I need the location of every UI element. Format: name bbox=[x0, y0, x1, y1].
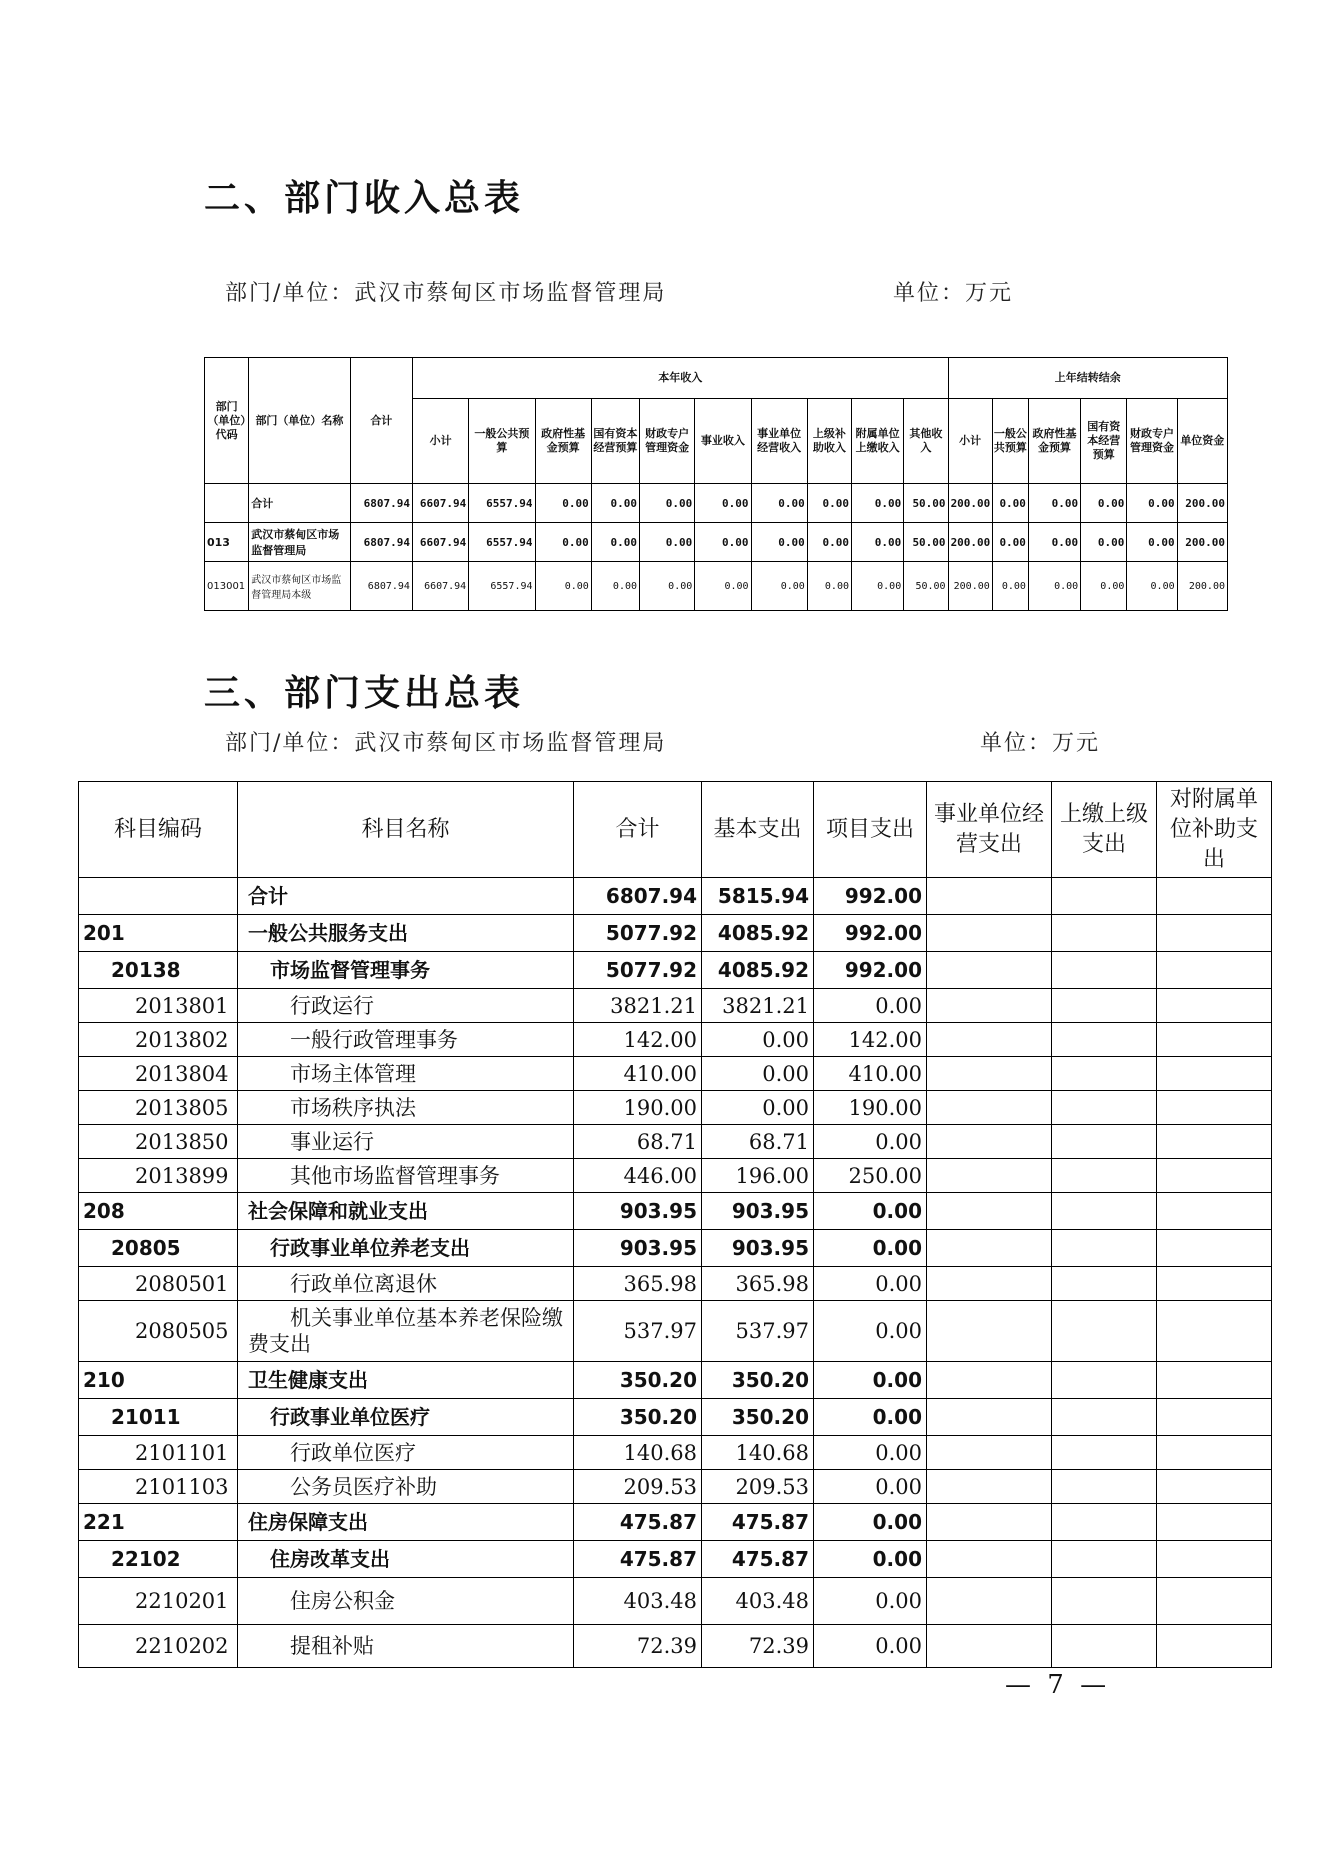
income-code: 013 bbox=[205, 523, 249, 562]
expenditure-name: 提租补贴 bbox=[238, 1625, 574, 1668]
expenditure-row bbox=[79, 1091, 1272, 1125]
income-value: 0.00 bbox=[535, 484, 591, 523]
expenditure-empty bbox=[1157, 1436, 1272, 1470]
income-value: 0.00 bbox=[535, 523, 591, 562]
expenditure-name: 其他市场监督管理事务 bbox=[238, 1159, 574, 1193]
expenditure-total: 3821.21 bbox=[574, 989, 702, 1023]
expenditure-code: 20138 bbox=[79, 952, 238, 989]
expenditure-name: 卫生健康支出 bbox=[238, 1362, 574, 1399]
expenditure-name: 市场监督管理事务 bbox=[238, 952, 574, 989]
income-value: 0.00 bbox=[751, 484, 807, 523]
income-value: 6557.94 bbox=[469, 562, 535, 611]
income-value: 0.00 bbox=[1081, 484, 1127, 523]
income-row bbox=[205, 484, 1228, 523]
expenditure-name: 住房改革支出 bbox=[238, 1541, 574, 1578]
expenditure-total: 68.71 bbox=[574, 1125, 702, 1159]
expenditure-code: 210 bbox=[79, 1362, 238, 1399]
expenditure-empty bbox=[1052, 1023, 1157, 1057]
expenditure-total: 475.87 bbox=[574, 1541, 702, 1578]
expenditure-row bbox=[79, 1362, 1272, 1399]
expenditure-code: 2013850 bbox=[79, 1125, 238, 1159]
income-col-header: 事业收入 bbox=[695, 399, 751, 484]
expenditure-basic: 350.20 bbox=[702, 1399, 814, 1436]
expenditure-name: 一般行政管理事务 bbox=[238, 1023, 574, 1057]
income-value: 0.00 bbox=[591, 523, 639, 562]
expenditure-col-header: 科目编码 bbox=[79, 782, 238, 878]
income-header-this-year: 本年收入 bbox=[412, 358, 948, 399]
income-value: 0.00 bbox=[695, 484, 751, 523]
expenditure-basic: 4085.92 bbox=[702, 952, 814, 989]
income-name: 合计 bbox=[249, 484, 350, 523]
expenditure-name: 事业运行 bbox=[238, 1125, 574, 1159]
income-col-header: 一般公共预算 bbox=[992, 399, 1028, 484]
income-value: 0.00 bbox=[695, 562, 751, 611]
expenditure-basic: 903.95 bbox=[702, 1193, 814, 1230]
expenditure-empty bbox=[927, 1057, 1052, 1091]
expenditure-empty bbox=[1157, 952, 1272, 989]
expenditure-row bbox=[79, 1541, 1272, 1578]
expenditure-code: 2101101 bbox=[79, 1436, 238, 1470]
expenditure-empty bbox=[1157, 1399, 1272, 1436]
expenditure-col-header: 合计 bbox=[574, 782, 702, 878]
expenditure-project: 992.00 bbox=[814, 878, 927, 915]
expenditure-basic: 537.97 bbox=[702, 1301, 814, 1362]
income-value: 0.00 bbox=[992, 484, 1028, 523]
income-value: 0.00 bbox=[992, 523, 1028, 562]
income-header-total: 合计 bbox=[350, 358, 412, 484]
expenditure-code: 2013805 bbox=[79, 1091, 238, 1125]
expenditure-basic: 3821.21 bbox=[702, 989, 814, 1023]
expenditure-empty bbox=[1157, 1362, 1272, 1399]
income-value: 0.00 bbox=[1081, 562, 1127, 611]
expenditure-empty bbox=[1052, 915, 1157, 952]
expenditure-empty bbox=[927, 1578, 1052, 1625]
income-value: 0.00 bbox=[1028, 562, 1080, 611]
expenditure-basic: 0.00 bbox=[702, 1091, 814, 1125]
income-unit-label: 单位：万元 bbox=[893, 281, 1014, 306]
expenditure-total: 209.53 bbox=[574, 1470, 702, 1504]
expenditure-code: 2013802 bbox=[79, 1023, 238, 1057]
expenditure-empty bbox=[1157, 915, 1272, 952]
expenditure-project: 190.00 bbox=[814, 1091, 927, 1125]
expenditure-basic: 475.87 bbox=[702, 1504, 814, 1541]
expenditure-code: 201 bbox=[79, 915, 238, 952]
expenditure-empty bbox=[1052, 1470, 1157, 1504]
expenditure-empty bbox=[927, 1159, 1052, 1193]
expenditure-row bbox=[79, 1436, 1272, 1470]
expenditure-project: 0.00 bbox=[814, 1470, 927, 1504]
expenditure-basic: 0.00 bbox=[702, 1023, 814, 1057]
expenditure-basic: 68.71 bbox=[702, 1125, 814, 1159]
expenditure-total: 365.98 bbox=[574, 1267, 702, 1301]
expenditure-project: 0.00 bbox=[814, 1504, 927, 1541]
income-value: 6607.94 bbox=[412, 523, 468, 562]
expenditure-row bbox=[79, 1230, 1272, 1267]
income-value: 0.00 bbox=[807, 523, 851, 562]
expenditure-basic: 475.87 bbox=[702, 1541, 814, 1578]
expenditure-total: 142.00 bbox=[574, 1023, 702, 1057]
income-value: 0.00 bbox=[591, 562, 639, 611]
expenditure-empty bbox=[1157, 1230, 1272, 1267]
expenditure-unit-label: 单位：万元 bbox=[980, 731, 1101, 756]
expenditure-code: 221 bbox=[79, 1504, 238, 1541]
income-value: 0.00 bbox=[852, 484, 904, 523]
expenditure-code bbox=[79, 878, 238, 915]
expenditure-code: 2080501 bbox=[79, 1267, 238, 1301]
expenditure-dept-label: 部门/单位：武汉市蔡甸区市场监督管理局 bbox=[225, 731, 667, 756]
expenditure-total: 903.95 bbox=[574, 1193, 702, 1230]
expenditure-name: 行政事业单位医疗 bbox=[238, 1399, 574, 1436]
expenditure-total: 350.20 bbox=[574, 1362, 702, 1399]
expenditure-col-header: 基本支出 bbox=[702, 782, 814, 878]
income-col-header: 政府性基金预算 bbox=[535, 399, 591, 484]
expenditure-empty bbox=[1052, 1301, 1157, 1362]
income-value: 50.00 bbox=[904, 562, 948, 611]
income-value: 200.00 bbox=[948, 523, 992, 562]
expenditure-empty bbox=[1052, 1091, 1157, 1125]
income-header-last-year: 上年结转结余 bbox=[948, 358, 1227, 399]
expenditure-empty bbox=[927, 1125, 1052, 1159]
income-code: 013001 bbox=[205, 562, 249, 611]
income-col-header: 国有资本经营预算 bbox=[1081, 399, 1127, 484]
income-col-header: 国有资本经营预算 bbox=[591, 399, 639, 484]
expenditure-total: 446.00 bbox=[574, 1159, 702, 1193]
expenditure-project: 0.00 bbox=[814, 1125, 927, 1159]
income-total: 6807.94 bbox=[350, 523, 412, 562]
income-value: 0.00 bbox=[1127, 562, 1177, 611]
income-value: 200.00 bbox=[948, 484, 992, 523]
expenditure-table bbox=[78, 781, 1272, 1668]
expenditure-row bbox=[79, 1193, 1272, 1230]
expenditure-total: 403.48 bbox=[574, 1578, 702, 1625]
income-value: 50.00 bbox=[904, 523, 948, 562]
income-value: 0.00 bbox=[1081, 523, 1127, 562]
expenditure-empty bbox=[927, 1470, 1052, 1504]
income-dept-label: 部门/单位：武汉市蔡甸区市场监督管理局 bbox=[225, 281, 667, 306]
expenditure-empty bbox=[1157, 1267, 1272, 1301]
expenditure-empty bbox=[1157, 1159, 1272, 1193]
income-col-header: 小计 bbox=[412, 399, 468, 484]
expenditure-project: 0.00 bbox=[814, 989, 927, 1023]
expenditure-total: 537.97 bbox=[574, 1301, 702, 1362]
expenditure-col-header: 对附属单位补助支出 bbox=[1157, 782, 1272, 878]
income-value: 0.00 bbox=[751, 562, 807, 611]
income-value: 0.00 bbox=[992, 562, 1028, 611]
expenditure-empty bbox=[927, 1091, 1052, 1125]
expenditure-empty bbox=[1052, 989, 1157, 1023]
expenditure-code: 20805 bbox=[79, 1230, 238, 1267]
expenditure-row bbox=[79, 1057, 1272, 1091]
expenditure-project: 0.00 bbox=[814, 1267, 927, 1301]
expenditure-code: 21011 bbox=[79, 1399, 238, 1436]
expenditure-empty bbox=[1052, 878, 1157, 915]
expenditure-total: 350.20 bbox=[574, 1399, 702, 1436]
expenditure-row bbox=[79, 1625, 1272, 1668]
income-col-header: 上级补助收入 bbox=[807, 399, 851, 484]
expenditure-name: 住房保障支出 bbox=[238, 1504, 574, 1541]
expenditure-row bbox=[79, 1578, 1272, 1625]
expenditure-empty bbox=[927, 1023, 1052, 1057]
expenditure-name: 市场秩序执法 bbox=[238, 1091, 574, 1125]
expenditure-code: 2013801 bbox=[79, 989, 238, 1023]
income-value: 50.00 bbox=[904, 484, 948, 523]
income-value: 0.00 bbox=[640, 562, 695, 611]
income-value: 0.00 bbox=[807, 484, 851, 523]
income-col-header: 单位资金 bbox=[1177, 399, 1227, 484]
income-row bbox=[205, 562, 1228, 611]
expenditure-row bbox=[79, 1159, 1272, 1193]
expenditure-basic: 365.98 bbox=[702, 1267, 814, 1301]
expenditure-basic: 903.95 bbox=[702, 1230, 814, 1267]
expenditure-name: 一般公共服务支出 bbox=[238, 915, 574, 952]
expenditure-row bbox=[79, 1267, 1272, 1301]
expenditure-empty bbox=[927, 1541, 1052, 1578]
expenditure-col-header: 项目支出 bbox=[814, 782, 927, 878]
expenditure-empty bbox=[927, 1399, 1052, 1436]
income-value: 0.00 bbox=[695, 523, 751, 562]
expenditure-code: 2210201 bbox=[79, 1578, 238, 1625]
expenditure-empty bbox=[927, 1504, 1052, 1541]
expenditure-basic: 350.20 bbox=[702, 1362, 814, 1399]
expenditure-code: 208 bbox=[79, 1193, 238, 1230]
income-total: 6807.94 bbox=[350, 484, 412, 523]
expenditure-code: 2101103 bbox=[79, 1470, 238, 1504]
expenditure-empty bbox=[1052, 1362, 1157, 1399]
expenditure-project: 0.00 bbox=[814, 1362, 927, 1399]
income-name: 武汉市蔡甸区市场监督管理局本级 bbox=[249, 562, 350, 611]
expenditure-empty bbox=[1157, 1057, 1272, 1091]
expenditure-total: 410.00 bbox=[574, 1057, 702, 1091]
expenditure-name: 行政运行 bbox=[238, 989, 574, 1023]
expenditure-basic: 196.00 bbox=[702, 1159, 814, 1193]
expenditure-row bbox=[79, 952, 1272, 989]
expenditure-empty bbox=[927, 1301, 1052, 1362]
income-value: 6557.94 bbox=[469, 523, 535, 562]
income-table bbox=[204, 357, 1228, 611]
expenditure-project: 250.00 bbox=[814, 1159, 927, 1193]
expenditure-project: 0.00 bbox=[814, 1436, 927, 1470]
expenditure-total: 5077.92 bbox=[574, 952, 702, 989]
expenditure-row bbox=[79, 1301, 1272, 1362]
expenditure-name: 行政单位离退休 bbox=[238, 1267, 574, 1301]
expenditure-project: 992.00 bbox=[814, 915, 927, 952]
expenditure-project: 0.00 bbox=[814, 1301, 927, 1362]
expenditure-code: 22102 bbox=[79, 1541, 238, 1578]
income-value: 0.00 bbox=[807, 562, 851, 611]
expenditure-name: 住房公积金 bbox=[238, 1578, 574, 1625]
expenditure-empty bbox=[927, 878, 1052, 915]
expenditure-empty bbox=[927, 1362, 1052, 1399]
income-value: 0.00 bbox=[852, 562, 904, 611]
expenditure-project: 0.00 bbox=[814, 1193, 927, 1230]
expenditure-empty bbox=[1157, 1023, 1272, 1057]
expenditure-empty bbox=[927, 1625, 1052, 1668]
expenditure-empty bbox=[1157, 1193, 1272, 1230]
expenditure-project: 0.00 bbox=[814, 1399, 927, 1436]
income-value: 6557.94 bbox=[469, 484, 535, 523]
expenditure-name: 行政单位医疗 bbox=[238, 1436, 574, 1470]
income-value: 6607.94 bbox=[412, 484, 468, 523]
expenditure-name: 行政事业单位养老支出 bbox=[238, 1230, 574, 1267]
expenditure-empty bbox=[927, 915, 1052, 952]
income-col-header: 政府性基金预算 bbox=[1028, 399, 1080, 484]
income-name: 武汉市蔡甸区市场监督管理局 bbox=[249, 523, 350, 562]
income-value: 0.00 bbox=[751, 523, 807, 562]
expenditure-empty bbox=[1157, 1301, 1272, 1362]
expenditure-empty bbox=[1157, 1625, 1272, 1668]
expenditure-name: 公务员医疗补助 bbox=[238, 1470, 574, 1504]
expenditure-total: 903.95 bbox=[574, 1230, 702, 1267]
expenditure-empty bbox=[1052, 1159, 1157, 1193]
income-value: 6607.94 bbox=[412, 562, 468, 611]
income-col-header: 事业单位经营收入 bbox=[751, 399, 807, 484]
expenditure-total: 140.68 bbox=[574, 1436, 702, 1470]
income-value: 0.00 bbox=[640, 523, 695, 562]
expenditure-empty bbox=[1052, 1125, 1157, 1159]
expenditure-empty bbox=[1052, 1267, 1157, 1301]
expenditure-total: 72.39 bbox=[574, 1625, 702, 1668]
expenditure-name: 市场主体管理 bbox=[238, 1057, 574, 1091]
income-value: 0.00 bbox=[640, 484, 695, 523]
expenditure-empty bbox=[1052, 1436, 1157, 1470]
expenditure-empty bbox=[1157, 1541, 1272, 1578]
expenditure-empty bbox=[1052, 1578, 1157, 1625]
expenditure-row bbox=[79, 915, 1272, 952]
expenditure-empty bbox=[927, 1436, 1052, 1470]
expenditure-name: 机关事业单位基本养老保险缴费支出 bbox=[238, 1301, 574, 1362]
expenditure-empty bbox=[1157, 1091, 1272, 1125]
expenditure-name: 社会保障和就业支出 bbox=[238, 1193, 574, 1230]
expenditure-name: 合计 bbox=[238, 878, 574, 915]
expenditure-empty bbox=[927, 1230, 1052, 1267]
expenditure-row bbox=[79, 1023, 1272, 1057]
income-value: 0.00 bbox=[1028, 484, 1080, 523]
income-col-header: 小计 bbox=[948, 399, 992, 484]
income-total: 6807.94 bbox=[350, 562, 412, 611]
income-value: 0.00 bbox=[591, 484, 639, 523]
expenditure-basic: 0.00 bbox=[702, 1057, 814, 1091]
income-value: 0.00 bbox=[535, 562, 591, 611]
expenditure-row bbox=[79, 989, 1272, 1023]
expenditure-basic: 5815.94 bbox=[702, 878, 814, 915]
expenditure-empty bbox=[1052, 1541, 1157, 1578]
income-value: 0.00 bbox=[1127, 484, 1177, 523]
expenditure-project: 142.00 bbox=[814, 1023, 927, 1057]
income-col-header: 一般公共预算 bbox=[469, 399, 535, 484]
income-value: 200.00 bbox=[1177, 484, 1227, 523]
expenditure-project: 0.00 bbox=[814, 1230, 927, 1267]
expenditure-code: 2210202 bbox=[79, 1625, 238, 1668]
expenditure-project: 410.00 bbox=[814, 1057, 927, 1091]
expenditure-project: 0.00 bbox=[814, 1578, 927, 1625]
income-col-header: 财政专户管理资金 bbox=[1127, 399, 1177, 484]
income-title: 二、部门收入总表 bbox=[204, 177, 525, 219]
income-value: 0.00 bbox=[1127, 523, 1177, 562]
expenditure-project: 0.00 bbox=[814, 1541, 927, 1578]
expenditure-basic: 72.39 bbox=[702, 1625, 814, 1668]
expenditure-basic: 209.53 bbox=[702, 1470, 814, 1504]
expenditure-col-header: 事业单位经营支出 bbox=[927, 782, 1052, 878]
expenditure-row bbox=[79, 1399, 1272, 1436]
expenditure-row bbox=[79, 878, 1272, 915]
expenditure-empty bbox=[1052, 1399, 1157, 1436]
expenditure-total: 475.87 bbox=[574, 1504, 702, 1541]
income-value: 0.00 bbox=[1028, 523, 1080, 562]
income-row bbox=[205, 523, 1228, 562]
expenditure-code: 2013899 bbox=[79, 1159, 238, 1193]
expenditure-empty bbox=[1157, 1470, 1272, 1504]
expenditure-total: 5077.92 bbox=[574, 915, 702, 952]
expenditure-code: 2080505 bbox=[79, 1301, 238, 1362]
income-col-header: 财政专户管理资金 bbox=[640, 399, 695, 484]
income-value: 200.00 bbox=[1177, 523, 1227, 562]
expenditure-col-header: 上缴上级支出 bbox=[1052, 782, 1157, 878]
income-value: 200.00 bbox=[948, 562, 992, 611]
expenditure-empty bbox=[1157, 1125, 1272, 1159]
expenditure-row bbox=[79, 1504, 1272, 1541]
expenditure-empty bbox=[1157, 1504, 1272, 1541]
expenditure-row bbox=[79, 1125, 1272, 1159]
income-col-header: 附属单位上缴收入 bbox=[852, 399, 904, 484]
expenditure-total: 190.00 bbox=[574, 1091, 702, 1125]
income-header-code: 部门（单位）代码 bbox=[205, 358, 249, 484]
income-header-name: 部门（单位）名称 bbox=[249, 358, 350, 484]
page-number: — 7 — bbox=[1005, 1670, 1111, 1700]
expenditure-empty bbox=[1052, 1057, 1157, 1091]
income-value: 200.00 bbox=[1177, 562, 1227, 611]
expenditure-empty bbox=[927, 989, 1052, 1023]
expenditure-empty bbox=[1052, 1193, 1157, 1230]
expenditure-total: 6807.94 bbox=[574, 878, 702, 915]
income-code bbox=[205, 484, 249, 523]
expenditure-empty bbox=[927, 1267, 1052, 1301]
expenditure-empty bbox=[1052, 1504, 1157, 1541]
expenditure-empty bbox=[1157, 989, 1272, 1023]
expenditure-col-header: 科目名称 bbox=[238, 782, 574, 878]
expenditure-row bbox=[79, 1470, 1272, 1504]
expenditure-empty bbox=[927, 1193, 1052, 1230]
expenditure-basic: 140.68 bbox=[702, 1436, 814, 1470]
income-col-header: 其他收入 bbox=[904, 399, 948, 484]
expenditure-project: 992.00 bbox=[814, 952, 927, 989]
expenditure-basic: 403.48 bbox=[702, 1578, 814, 1625]
expenditure-empty bbox=[1157, 1578, 1272, 1625]
expenditure-empty bbox=[1052, 952, 1157, 989]
expenditure-project: 0.00 bbox=[814, 1625, 927, 1668]
income-value: 0.00 bbox=[852, 523, 904, 562]
expenditure-code: 2013804 bbox=[79, 1057, 238, 1091]
expenditure-empty bbox=[1052, 1625, 1157, 1668]
expenditure-empty bbox=[1052, 1230, 1157, 1267]
expenditure-basic: 4085.92 bbox=[702, 915, 814, 952]
expenditure-empty bbox=[1157, 878, 1272, 915]
expenditure-empty bbox=[927, 952, 1052, 989]
expenditure-title: 三、部门支出总表 bbox=[204, 672, 525, 714]
